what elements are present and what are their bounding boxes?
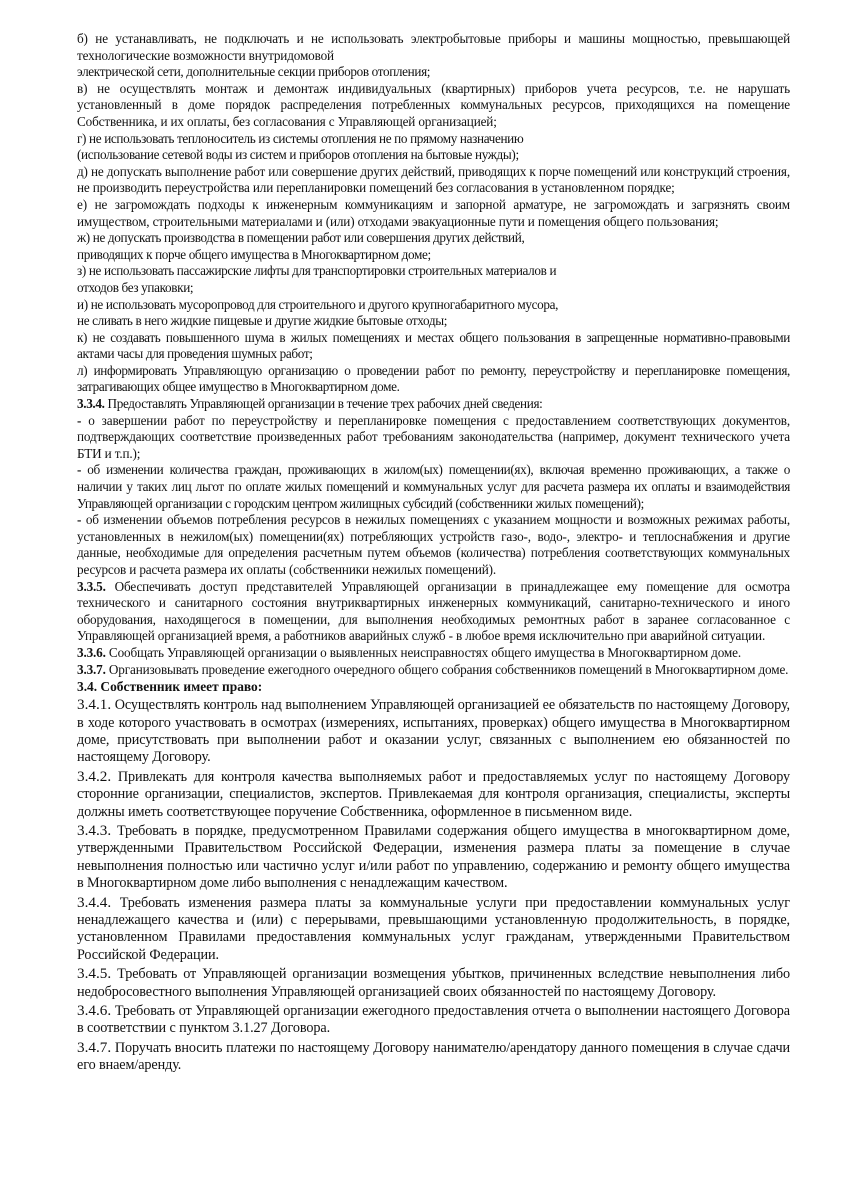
clause-number: 3.4.1.	[77, 696, 112, 714]
clause-3-4-3	[77, 822, 790, 893]
clause-3-3-6	[77, 645, 790, 662]
clause-text: Поручать вносить платежи по настоящему Договору нанимателю/арендатору данного помещения в случае сдачи его внаем/аренду.	[77, 1039, 790, 1074]
list-item-text: об изменении количества граждан, проживающих в жилом(ых) помещении(ях), включая временно проживающих, а также о наличии у таких лиц льгот по оплате жилых помещений и коммунальных услуг для расчета размера их оплаты и взаимодействия Управляющей организации с городским центром жилищных субсидий (собственники жилых помещений);	[77, 462, 790, 511]
paragraph-v: в) не осуществлять монтаж и демонтаж индивидуальных (квартирных) приборов учета ресурсов, т.е. не нарушать установленный в доме порядок распределения потребленных коммунальных ресурсов, приходящихся на помещение Собственника, и их оплаты, без согласования с Управляющей организацией;	[77, 80, 790, 129]
list-item-text: о завершении работ по переустройству и перепланировке помещения с предоставлением соответствующих документов, подтверждающих соответствие произведенных работ требованиям законодательства (например, документ технического учета БТИ и т.п.);	[77, 412, 790, 461]
clause-text: Осуществлять контроль над выполнением Управляющей организацией ее обязательств по настоящему Договору, в ходе которого участвовать в осмотрах (измерениях, испытаниях, проверках) общего имущества в Многоквартирном доме, присутствовать при выполнении работ и оказании услуг, связанных с выполнением ею обязанностей по настоящему Договору.	[77, 697, 790, 766]
clause-3-4-7	[77, 1039, 790, 1075]
clause-text: Требовать от Управляющей организации возмещения убытков, причиненных вследствие невыполнения либо недобросовестного выполнения Управляющей организацией своих обязанностей по настоящему Договору.	[77, 966, 790, 1000]
clause-number: 3.4.4.	[77, 893, 112, 911]
paragraph-e: е) не загромождать подходы к инженерным коммуникациям и запорной арматуре, не загромождать и загрязнять своим имуществом, строительными материалами и (или) отходами эвакуационные пути и помещения общего пользования;	[77, 196, 790, 229]
paragraph-z: з) не использовать пассажирские лифты для транспортировки строительных материалов и	[77, 263, 557, 279]
clause-number: 3.4.2.	[77, 767, 112, 785]
clause-3-4-6	[77, 1002, 790, 1038]
clause-text: Организовывать проведение ежегодного очередного общего собрания собственников помещений в Многоквартирном доме.	[105, 661, 789, 677]
clause-text: Привлекать для контроля качества выполняемых работ и предоставляемых услуг по настоящему Договору сторонние организации, специалистов, экспертов. Привлекаемая для контроля организация, специалисты, эксперты должны иметь соответствующее поручение Собственника, оформленное в письменном виде.	[77, 768, 790, 820]
clause-number: 3.4.5.	[77, 965, 112, 983]
clause-3-4-2	[77, 768, 790, 821]
paragraph-i-continued: не сливать в него жидкие пищевые и другие жидкие бытовые отходы;	[77, 313, 448, 329]
clause-number: 3.3.4.	[77, 396, 105, 412]
clause-number: 3.4.6.	[77, 1002, 112, 1020]
paragraph-zh: ж) не допускать производства в помещении работ или совершения других действий,	[77, 230, 525, 246]
clause-number: 3.4.7.	[77, 1038, 112, 1056]
paragraph-b: б) не устанавливать, не подключать и не использовать электробытовые приборы и машины мощностью, превышающей технологические возможности внутридомовой	[77, 31, 790, 63]
paragraph-z-continued: отходов без упаковки;	[77, 279, 194, 295]
clause-text: Требовать от Управляющей организации ежегодного предоставления отчета о выполнении настоящего Договора в соответствии с пунктом 3.1.27 Договора.	[77, 1003, 790, 1037]
paragraph-g-continued: (использование сетевой воды из систем и приборов отопления на бытовые нужды);	[77, 147, 519, 163]
clause-number: 3.3.5.	[77, 578, 106, 594]
paragraph-k: к) не создавать повышенного шума в жилых помещениях и местах общего пользования в запрещенные нормативно-правовыми актами часы для проведения шумных работ;	[77, 329, 790, 362]
clause-text: Предоставлять Управляющей организации в течение трех рабочих дней сведения:	[104, 396, 543, 412]
list-marker: -	[77, 462, 82, 478]
clause-3-4-4	[77, 894, 790, 965]
list-marker: -	[77, 412, 82, 428]
clause-text: Сообщать Управляющей организации о выявленных неисправностях общего имущества в Многоквартирном доме.	[105, 644, 741, 660]
clause-number: 3.3.7.	[77, 661, 106, 677]
paragraph-d: д) не допускать выполнение работ или совершение других действий, приводящих к порче помещений или конструкций строения, не производить переустройства или перепланировки помещений без согласования в установленном порядке;	[77, 163, 790, 196]
clause-number: 3.3.6.	[77, 644, 106, 660]
clause-3-4-5	[77, 965, 790, 1001]
clause-3-4-1	[77, 696, 790, 767]
clause-number: 3.4.3.	[77, 822, 112, 839]
paragraph-g: г) не использовать теплоноситель из системы отопления не по прямому назначению	[77, 130, 524, 146]
clause-3-3-5	[77, 579, 790, 645]
clause-3-3-4-item-2	[77, 462, 790, 512]
paragraph-zh-continued: приводящих к порче общего имущества в Многоквартирном доме;	[77, 246, 431, 262]
clause-text: Требовать в порядке, предусмотренном Правилами содержания общего имущества в многоквартирном доме, утвержденными Правительством Российской Федерации, изменения размера платы за помещение в случае невыполнения полностью или частично услуг и/или работ по управлению, содержанию и ремонту общего имущества в Многоквартирном доме либо выполнения с ненадлежащим качеством.	[77, 823, 790, 892]
clause-text: Обеспечивать доступ представителей Управляющей организации в принадлежащее ему помещение для осмотра технического и санитарного состояния внутриквартирных инженерных коммуникаций, санитарно-технического и иного оборудования, находящегося в помещении, для выполнения необходимых ремонтных работ в заранее согласованное с Управляющей организацией время, а работников аварийных служб - в любое время исключительно при аварийной ситуации.	[77, 578, 790, 644]
clause-3-3-4-item-3	[77, 512, 790, 578]
section-heading-3-4: 3.4. Собственник имеет право:	[77, 679, 263, 695]
clause-3-3-4	[77, 396, 790, 413]
paragraph-i: и) не использовать мусоропровод для строительного и другого крупногабаритного мусора,	[77, 296, 559, 312]
paragraph-b-continued: электрической сети, дополнительные секции приборов отопления;	[77, 64, 431, 80]
list-item-text: об изменении объемов потребления ресурсов в нежилых помещениях с указанием мощности и возможных режимах работы, установленных в нежилом(ых) помещении(ях) потребляющих устройств газо-, водо-, электро- и теплоснабжения и другие данные, необходимые для определения расчетным путем объемов (количества) потребления соответствующих коммунальных ресурсов и расчета размера их оплаты (собственники нежилых помещений).	[77, 512, 790, 577]
paragraph-l: л) информировать Управляющую организацию о проведении работ по ремонту, переустройству и перепланировке помещения, затрагивающих общее имущество в Многоквартирном доме.	[77, 362, 790, 395]
clause-3-3-4-item-1	[77, 413, 790, 463]
list-marker: -	[77, 512, 82, 528]
clause-text: Требовать изменения размера платы за коммунальные услуги при предоставлении коммунальных услуг ненадлежащего качества и (или) с перерывами, превышающими установленную продолжительность, в порядке, установленном Правилами предоставления коммунальных услуг гражданам, утвержденными Правительством Российской Федерации.	[77, 894, 790, 963]
clause-3-3-7	[77, 662, 790, 679]
